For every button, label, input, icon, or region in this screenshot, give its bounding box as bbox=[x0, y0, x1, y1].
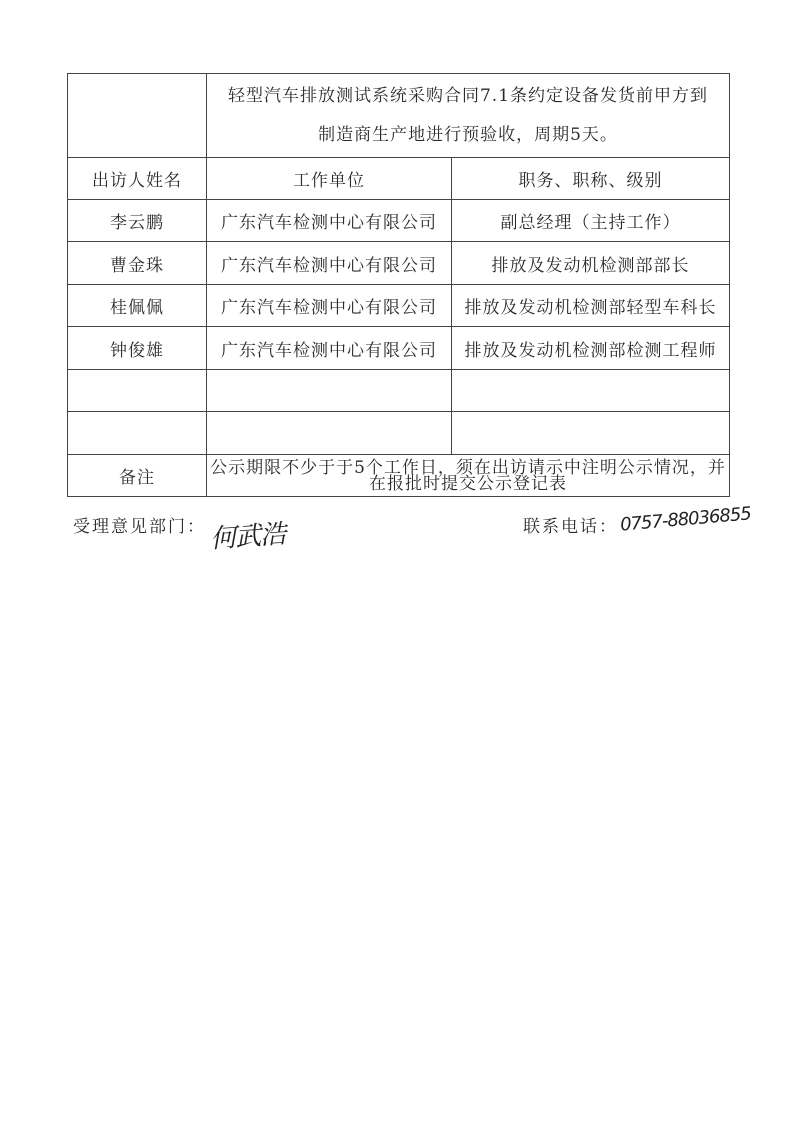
header-unit: 工作单位 bbox=[207, 158, 452, 200]
table-row bbox=[68, 200, 730, 242]
purpose-line-1: 轻型汽车排放测试系统采购合同7.1条约定设备发货前甲方到 bbox=[227, 85, 709, 106]
visitor-name: 钟俊雄 bbox=[68, 327, 207, 370]
visitor-title: 排放及发动机检测部检测工程师 bbox=[452, 327, 730, 370]
dept-signature: 何武浩 bbox=[209, 519, 287, 555]
visitor-title: 排放及发动机检测部轻型车科长 bbox=[452, 285, 730, 327]
visitor-unit: 广东汽车检测中心有限公司 bbox=[207, 285, 452, 327]
visitor-name: 桂佩佩 bbox=[68, 285, 207, 327]
visitor-unit: 广东汽车检测中心有限公司 bbox=[207, 327, 452, 370]
visitor-name: 李云鹏 bbox=[68, 200, 207, 242]
header-name: 出访人姓名 bbox=[68, 158, 207, 200]
visitor-title: 排放及发动机检测部部长 bbox=[452, 242, 730, 285]
visitor-name: 曹金珠 bbox=[68, 242, 207, 285]
table-row bbox=[68, 327, 730, 370]
dept-label: 受理意见部门： bbox=[73, 517, 206, 537]
purpose-label-cell bbox=[68, 74, 207, 158]
visitor-title: 副总经理（主持工作） bbox=[452, 200, 730, 242]
table-row bbox=[68, 285, 730, 327]
purpose-row bbox=[68, 74, 730, 158]
note-label: 备注 bbox=[68, 455, 207, 497]
visit-info-table bbox=[67, 73, 730, 497]
empty-row bbox=[68, 412, 730, 455]
purpose-text-cell bbox=[207, 74, 730, 158]
header-title: 职务、职称、级别 bbox=[452, 158, 730, 200]
note-row bbox=[68, 455, 730, 497]
visitor-unit: 广东汽车检测中心有限公司 bbox=[207, 242, 452, 285]
table-header-row bbox=[68, 158, 730, 200]
visitor-unit: 广东汽车检测中心有限公司 bbox=[207, 200, 452, 242]
contact-phone: 0757-88036855 bbox=[619, 503, 752, 536]
note-text: 公示期限不少于于5个工作日，须在出访请示中注明公示情况，并在报批时提交公示登记表 bbox=[207, 455, 730, 497]
contact-label: 联系电话： bbox=[523, 517, 618, 537]
empty-row bbox=[68, 370, 730, 412]
table-row bbox=[68, 242, 730, 285]
purpose-line-2: 制造商生产地进行预验收，周期5天。 bbox=[318, 124, 618, 145]
